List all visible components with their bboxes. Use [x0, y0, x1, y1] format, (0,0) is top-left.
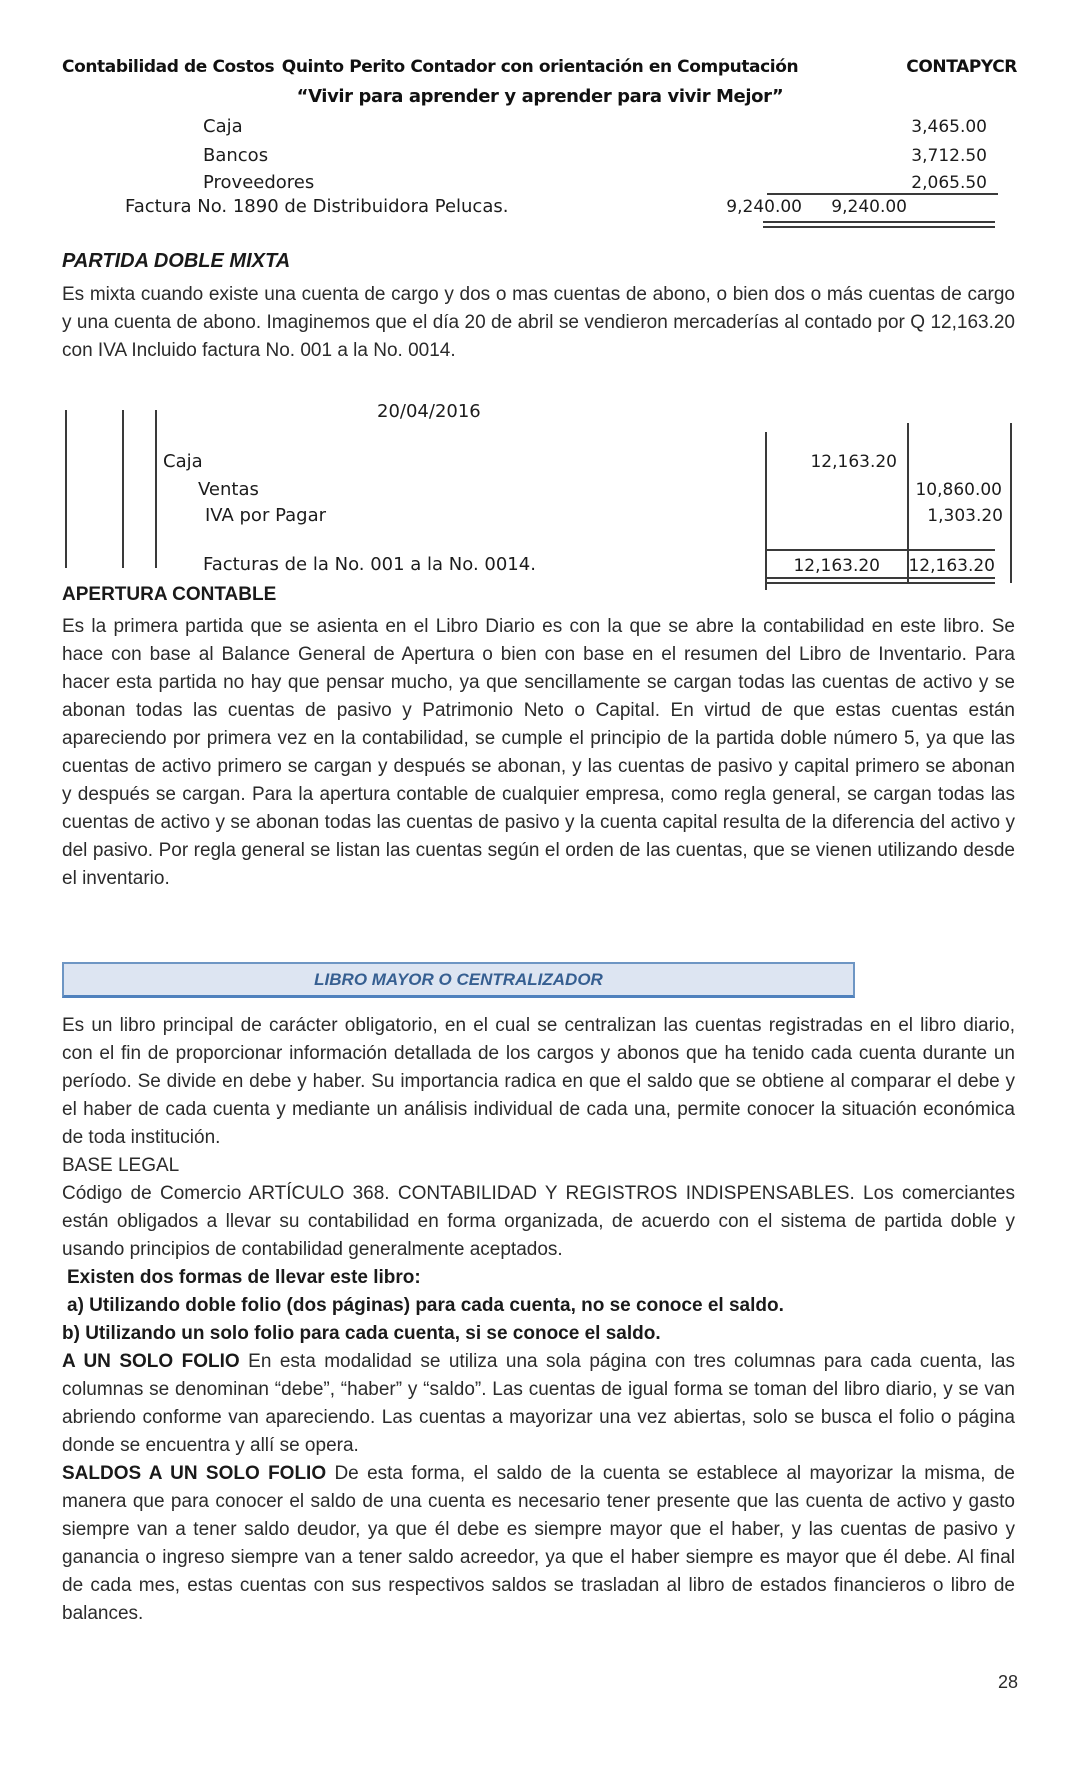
entry1-total-debit: 9,240.00 [726, 197, 802, 217]
partida-mixta-heading: PARTIDA DOBLE MIXTA [62, 250, 291, 272]
forms-item-a: a) Utilizando doble folio (dos páginas) para cada cuenta, no se conoce el saldo. [67, 1295, 784, 1316]
entry1-account-proveedores: Proveedores [203, 172, 315, 193]
entry1-account-caja: Caja [203, 116, 243, 137]
header-tagline: “Vivir para aprender y aprender para vivir Mejor” [296, 86, 784, 107]
entry1-description: Factura No. 1890 de Distribuidora Pelucas. [125, 196, 509, 217]
libro-mayor-section [62, 1012, 1015, 1628]
partida-mixta-paragraph [62, 281, 1015, 365]
apertura-text: Es la primera partida que se asienta en el Libro Diario es con la que se abre la contabilidad en este libro. Se hace con base al Balance General de Apertura o bien con base en el resumen del Libro de Inventario. Para hacer esta partida no hay que pensar mucho, ya que sencillamente se cargan todas las cuentas de activo y se abonan todas las cuentas de pasivo y Patrimonio Neto o Capital. En virtud de que estas cuentas están apareciendo por primera vez en la contabilidad, se cumple el principio de la partida doble número 5, ya que las cuentas de activo primero se cargan y después se abonan, y las cuentas de pasivo y capital primero se abonan y después se cargan. Para la apertura contable de cualquier empresa, como regla general, se cargan todas las cuentas de activo y se abonan todas las cuentas de pasivo y la cuenta capital resulta de la diferencia del activo y del pasivo. Por regla general se listan las cuentas según el orden de las cuentas, que se vienen utilizando desde el inventario. [62, 616, 1015, 889]
entry1-credit-bancos: 3,712.50 [911, 146, 987, 166]
entry2-margin-line-2 [122, 410, 124, 568]
partida-mixta-text: Es mixta cuando existe una cuenta de cargo y dos o mas cuentas de abono, o bien dos o más cuentas de cargo y una cuenta de abono. Imaginemos que el día 20 de abril se vendieron mercaderías al contado por Q 12,163.20 con IVA Incluido factura No. 001 a la No. 0014. [62, 284, 1015, 361]
solo-folio-paragraph [62, 1348, 1015, 1460]
entry2-account-ventas: Ventas [198, 479, 259, 500]
entry1-account-bancos: Bancos [203, 145, 269, 166]
entry2-right-col-line [1010, 423, 1012, 583]
saldos-label: SALDOS A UN SOLO FOLIO [62, 1463, 327, 1484]
entry1-total-rule [767, 193, 998, 195]
solo-folio-text: En esta modalidad se utiliza una sola página con tres columnas para cada cuenta, las columnas se denominan “debe”, “haber” y “saldo”. Las cuentas de igual forma se toman del libro diario, y se van abriendo conforme van apareciendo. Las cuentas a mayorizar una vez abiertas, solo se busca el folio o página donde se encuentra y allí se opera. [62, 1351, 1015, 1456]
entry1-total-credit: 9,240.00 [831, 197, 907, 217]
entry2-margin-line-1 [65, 410, 67, 568]
libro-mayor-banner-label: LIBRO MAYOR O CENTRALIZADOR [314, 969, 603, 989]
base-legal-paragraph: Código de Comercio ARTÍCULO 368. CONTABILIDAD Y REGISTROS INDISPENSABLES. Los comerciantes están obligados a llevar su contabilidad en forma organizada, de acuerdo con el sistema de partida doble y usando principios de contabilidad generalmente aceptados. [62, 1183, 1015, 1260]
entry2-debit-caja: 12,163.20 [810, 452, 897, 472]
libro-mayor-banner [62, 962, 855, 998]
entry1-credit-caja: 3,465.00 [911, 117, 987, 137]
entry2-account-caja: Caja [163, 451, 203, 472]
apertura-heading: APERTURA CONTABLE [62, 584, 277, 605]
entry2-closing-double-rule [765, 577, 995, 584]
saldos-text: De esta forma, el saldo de la cuenta se establece al mayorizar la misma, de manera que para conocer el saldo de una cuenta es necesario tener presente que las cuenta de activo y gasto siempre van a tener saldo deudor, ya que él debe es siempre mayor que el haber, y las cuentas de pasivo y ganancia o ingreso siempre van a tener saldo acreedor, ya que el haber siempre es mayor que él debe. Al final de cada mes, estas cuentas con sus respectivos saldos se trasladan al libro de estados financieros o libro de balances. [62, 1463, 1015, 1624]
entry2-account-iva: IVA por Pagar [205, 505, 326, 526]
entry1-closing-double-rule [763, 221, 995, 228]
libro-mayor-paragraph: Es un libro principal de carácter obligatorio, en el cual se centralizan las cuentas registradas en el libro diario, con el fin de proporcionar información detallada de los cargos y abonos que ha tenido cada cuenta durante un período. Se divide en debe y haber. Su importancia radica en que el saldo que se obtiene al comparar el debe y el haber de cada cuenta y mediante un análisis individual de cada una, permite conocer la situación económica de toda institución. [62, 1015, 1015, 1148]
entry2-credit-ventas: 10,860.00 [915, 480, 1002, 500]
solo-folio-label: A UN SOLO FOLIO [62, 1351, 240, 1372]
entry2-total-credit: 12,163.20 [908, 556, 995, 576]
entry2-description: Facturas de la No. 001 a la No. 0014. [203, 554, 536, 575]
forms-item-b: b) Utilizando un solo folio para cada cuenta, si se conoce el saldo. [62, 1323, 661, 1344]
entry2-margin-line-3 [155, 410, 157, 568]
entry2-total-debit: 12,163.20 [793, 556, 880, 576]
saldos-paragraph [62, 1460, 1015, 1628]
header-course-title: Contabilidad de Costos [62, 57, 275, 77]
entry2-date: 20/04/2016 [377, 401, 481, 422]
apertura-paragraph [62, 613, 1015, 893]
entry2-total-rule [765, 549, 995, 551]
entry1-credit-proveedores: 2,065.50 [911, 173, 987, 193]
base-legal-label: BASE LEGAL [62, 1155, 180, 1176]
header-program-title: Quinto Perito Contador con orientación en Computación [281, 57, 799, 77]
forms-heading: Existen dos formas de llevar este libro: [67, 1267, 421, 1288]
page-number: 28 [997, 1672, 1018, 1692]
header-brand: CONTAPYCR [906, 57, 1017, 77]
entry2-credit-iva: 1,303.20 [927, 506, 1003, 526]
